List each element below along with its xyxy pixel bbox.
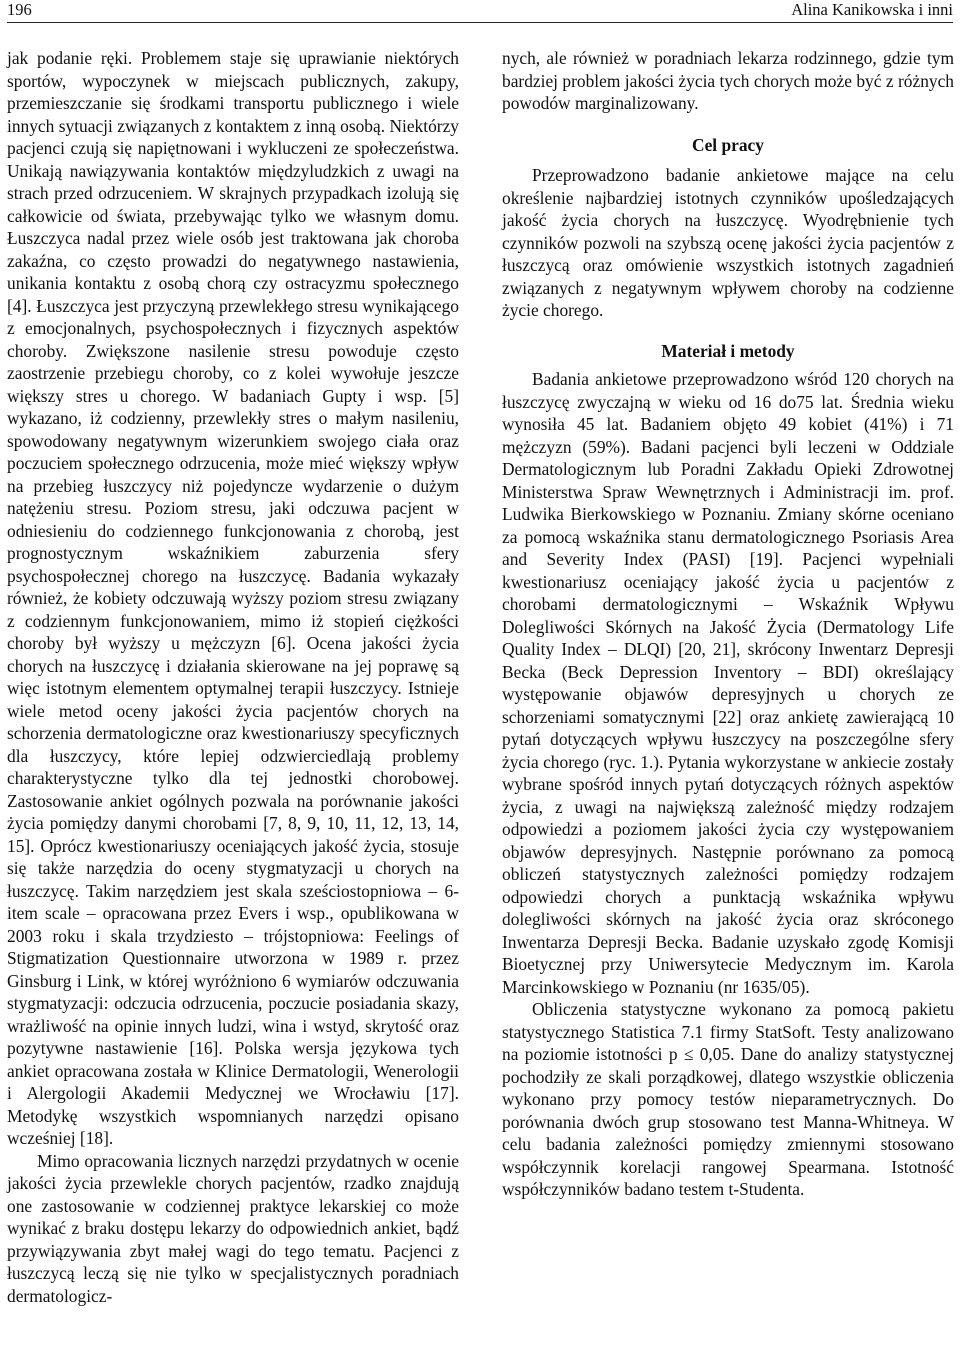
running-title: Alina Kanikowska i inni: [791, 0, 953, 19]
left-column: [7, 47, 459, 1307]
body-paragraph: jak podanie ręki. Problemem staje się uprawianie niektórych sportów, wypoczynek w miejscach publicznych, zakupy, przemieszczanie się środkami transportu publicznego i wiele innych sytuacji związanych z kontaktem z inną osobą. Niektórzy pacjenci czują się napiętnowani i wykluczeni ze społeczeństwa. Unikają nawiązywania kontaktów międzyludzkich z uwagi na strach przed odrzuceniem. W skrajnych przypadkach izolują się całkowicie od świata, przebywając tylko we własnym domu. Łuszczyca nadal przez wiele osób jest traktowana jak choroba zakaźna, co często prowadzi do negatywnego nastawienia, unikania kontaktu z osobą chorą czy ostracyzmu społecznego [4]. Łuszczyca jest przyczyną przewlekłego stresu wynikającego z emocjonalnych, psychospołecznych i fizycznych aspektów choroby. Zwiększone nasilenie stresu powoduje często zaostrzenie przebiegu choroby, co z kolei wywołuje jeszcze większy stres u chorego. W badaniach Gupty i wsp. [5] wykazano, iż codzienny, przewlekły stres o małym nasileniu, spowodowany negatywnym wizerunkiem swojego ciała oraz poczuciem społecznego odrzucenia, może mieć większy wpływ na przebieg łuszczycy niż pojedyncze wydarzenie o dużym natężeniu stresu. Poziom stresu, jaki odczuwa pacjent w odniesieniu do codziennego funkcjonowania z chorobą, jest prognostycznym wskaźnikiem zaburzenia sfery psychospołecznej chorego na łuszczycę. Badania wykazały również, że kobiety odczuwają wyższy poziom stresu związany z codziennym funkcjonowaniem, mimo iż stopień ciężkości choroby był wyższy u mężczyzn [6]. Ocena jakości życia chorych na łuszczycę i działania skierowane na jej poprawę są więc istotnym elementem optymalnej terapii łuszczycy. Istnieje wiele metod oceny jakości życia pacjentów chorych na schorzenia dermatologiczne oraz kwestionariuszy specyficznych dla łuszczycy, które lepiej odzwierciedlają problemy charakterystyczne tylko dla tej jednostki chorobowej. Zastosowanie ankiet ogólnych pozwala na porównanie jakości życia pomiędzy danymi chorobami [7, 8, 9, 10, 11, 12, 13, 14, 15]. Oprócz kwestionariuszy oceniających jakość życia, stosuje się także narzędzia do oceny stygmatyzacji u chorych na łuszczycę. Takim narzędziem jest skala sześciostopniowa – 6-item scale – opracowana przez Evers i wsp., opublikowana w 2003 roku i skala trzydziesto – trójstopniowa: Feelings of Stigmatization Questionnaire utworzona w 1989 r. przez Ginsburg i Link, w której wyróżniono 6 wymiarów odczuwania stygmatyzacji: odczucia odrzucenia, poczucie posiadania skazy, wrażliwość na opinie innych ludzi, wina i wstyd, skrytość oraz pozytywne nastawienie [16]. Polska wersja językowa tych ankiet opracowana została w Klinice Dermatologii, Wenerologii i Alergologii Akademii Medycznej we Wrocławiu [17]. Metodykę wszystkich wspomnianych narzędzi opisano wcześniej [18].: [7, 48, 459, 1148]
section-heading-aim: Cel pracy: [692, 134, 764, 155]
methods-paragraph: Badania ankietowe przeprowadzono wśród 120 chorych na łuszczycę zwyczajną w wieku od 16 do75 lat. Średnia wieku wynosiła 45 lat. Badaniem objęto 49 kobiet (41%) i 71 mężczyzn (59%). Badani pacjenci byli leczeni w Oddziale Dermatologicznym lub Poradni Zakładu Opieki Zdrowotnej Ministerstwa Spraw Wewnętrznych i Administracji im. prof. Ludwika Bierkowskiego w Poznaniu. Zmiany skórne oceniano za pomocą wskaźnika stanu dermatologicznego Psoriasis Area and Severity Index (PASI) [19]. Pacjenci wypełniali kwestionariusz oceniający jakość życia u pacjentów z chorobami dermatologicznymi – Wskaźnik Wpływu Dolegliwości Skórnych na Jakość Życia (Dermatology Life Quality Index – DLQI) [20, 21], skrócony Inwentarz Depresji Becka (Beck Depression Inventory – BDI) określający występowanie objawów depresyjnych u chorych ze schorzeniami somatycznymi [22] oraz ankietę zawierającą 10 pytań dotyczących wpływu łuszczycy na poszczególne sfery życia chorego (ryc. 1.). Pytania wykorzystane w ankiecie zostały wybrane spośród innych pytań dotyczących różnych aspektów życia, z uwagi na największą zależność między rodzajem odpowiedzi a poziomem jakości życia czy występowaniem objawów depresyjnych. Następnie porównano za pomocą obliczeń statystycznych zależności pomiędzy rodzajem odpowiedzi chorych a punktacją wskaźnika wpływu dolegliwości skórnych na jakość życia oraz skróconego Inwentarza Depresji Becka. Badanie uzyskało zgodę Komisji Bioetycznej przy Uniwersytecie Medycznym im. Karola Marcinkowskiego w Poznaniu (nr 1635/05).: [502, 369, 954, 997]
running-head: [7, 0, 953, 22]
body-paragraph: Mimo opracowania licznych narzędzi przydatnych w ocenie jakości życia przewlekle chorych pacjentów, rzadko znajdują one zastosowanie w codziennej praktyce lekarskiej co może wynikać z braku dostępu lekarzy do odpowiednich ankiet, bądź przywiązywania zbyt małej wagi do tego tematu. Pacjenci z łuszczycą leczą się nie tylko w specjalistycznych poradniach dermatologicz-: [7, 1150, 459, 1306]
aim-paragraph: Przeprowadzono badanie ankietowe mające na celu określenie najbardziej istotnych czynników upośledzających jakość życia chorych na łuszczycę. Wyodrębnienie tych czynników pozwoli na szybszą ocenę jakości życia pacjentów z łuszczycą oraz omówienie wszystkich istotnych zagadnień związanych z negatywnym wpływem choroby na codzienne życie chorego.: [502, 165, 954, 320]
header-rule: [7, 22, 953, 23]
statistics-paragraph: Obliczenia statystyczne wykonano za pomocą pakietu statystycznego Statistica 7.1 firmy StatSoft. Testy analizowano na poziomie istotności p ≤ 0,05. Dane do analizy statystycznej pochodziły ze skali porządkowej, dlatego wszystkie obliczenia wykonano przy pomocy testów nieparametrycznych. Do porównania dwóch grup stosowano test Manna-Whitneya. W celu badania zależności pomiędzy zmiennymi stosowano współczynnik korelacji rangowej Spearmana. Istotność współczynników badano testem t-Studenta.: [502, 999, 954, 1199]
continued-paragraph: nych, ale również w poradniach lekarza rodzinnego, gdzie tym bardziej problem jakości życia tych chorych może być z różnych powodów marginalizowany.: [502, 48, 954, 113]
right-column: [502, 47, 954, 1201]
page-number: 196: [7, 0, 32, 19]
section-heading-methods: Materiał i metody: [661, 340, 795, 361]
